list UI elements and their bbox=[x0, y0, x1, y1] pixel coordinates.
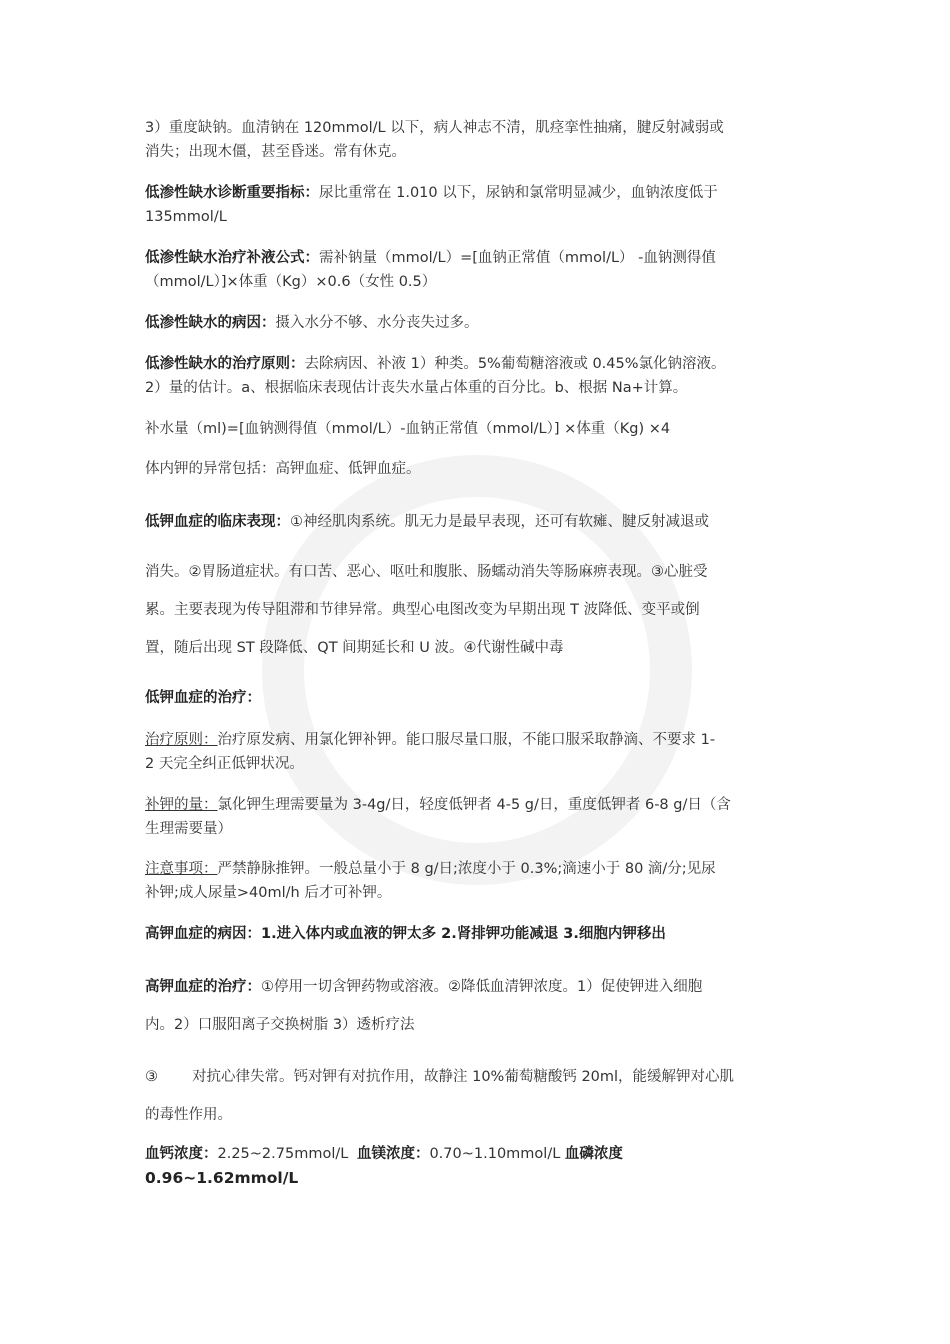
hypo-cause-paragraph bbox=[145, 311, 810, 335]
text-line: 3）重度缺钠。血清钠在 120mmol/L 以下，病人神志不清，肌痉挛性抽痛，腱反射减弱或 bbox=[145, 120, 724, 136]
bold-label: 高钾血症的治疗： bbox=[145, 979, 261, 995]
severe-hyponatremia-paragraph bbox=[145, 116, 810, 164]
text-line: 补钾;成人尿量>40ml/h 后才可补钾。 bbox=[145, 885, 392, 901]
bold-label: 低渗性缺水治疗补液公式： bbox=[145, 250, 319, 266]
text-line: 消失；出现木僵，甚至昏迷。常有休克。 bbox=[145, 144, 406, 160]
magnesium-value: 0.70~1.10mmol/L bbox=[429, 1146, 561, 1162]
water-formula-paragraph: 补水量（ml)=[血钠测得值（mmol/L）-血钠正常值（mmol/L）] ×体重（Kg) ×4 bbox=[145, 421, 671, 437]
text-line: （mmol/L）]×体重（Kg）×0.6（女性 0.5） bbox=[145, 274, 437, 290]
hypok-treatment-heading: 低钾血症的治疗： bbox=[145, 690, 261, 706]
calcium-label: 血钙浓度： bbox=[145, 1146, 218, 1162]
k-amount-paragraph bbox=[145, 793, 810, 841]
text-line: 严禁静脉推钾。一般总量小于 8 g/日;浓度小于 0.3%;滴速小于 80 滴/分;见尿 bbox=[217, 861, 716, 877]
magnesium-label: 血镁浓度： bbox=[356, 1146, 430, 1162]
text-line: 累。主要表现为传导阻滞和节律异常。典型心电图改变为早期出现 T 波降低、变平或倒 bbox=[145, 602, 700, 618]
phosphorus-label: 血磷浓度 bbox=[564, 1146, 623, 1162]
bold-label: 低渗性缺水的治疗原则： bbox=[145, 356, 305, 372]
hyperk-cause-paragraph: 高钾血症的病因：1.进入体内或血液的钾太多 2.肾排钾功能减退 3.细胞内钾移出 bbox=[145, 926, 666, 942]
bold-label: 低钾血症的临床表现： bbox=[145, 514, 290, 530]
text-line: 的毒性作用。 bbox=[145, 1107, 232, 1123]
text-line: ①停用一切含钾药物或溶液。②降低血清钾浓度。1）促使钾进入细胞 bbox=[261, 979, 703, 995]
text-line: 对抗心律失常。钙对钾有对抗作用，故静注 10%葡萄糖酸钙 20ml，能缓解钾对心肌 bbox=[192, 1069, 735, 1085]
text-line: 2 天完全纠正低钾状况。 bbox=[145, 756, 304, 772]
text-line: 尿比重常在 1.010 以下，尿钠和氯常明显减少，血钠浓度低于 bbox=[319, 185, 718, 201]
text-line: 置，随后出现 ST 段降低、QT 间期延长和 U 波。④代谢性碱中毒 bbox=[145, 640, 564, 656]
hypok-clinical-paragraph bbox=[145, 503, 810, 541]
text-line: 治疗原发病、用氯化钾补钾。能口服尽量口服，不能口服采取静滴、不要求 1- bbox=[217, 732, 716, 748]
text-line: 去除病因、补液 1）种类。5%葡萄糖溶液或 0.45%氯化钠溶液。 bbox=[304, 356, 726, 372]
potassium-abnormal-paragraph: 体内钾的异常包括：高钾血症、低钾血症。 bbox=[145, 461, 421, 477]
text-line: 生理需要量） bbox=[145, 821, 232, 837]
hypo-formula-paragraph bbox=[145, 246, 810, 294]
text-line: 摄入水分不够、水分丧失过多。 bbox=[275, 315, 479, 331]
text-line: 内。2）口服阳离子交换树脂 3）透析疗法 bbox=[145, 1017, 415, 1033]
electrolytes-paragraph bbox=[145, 1142, 810, 1191]
antagonize-paragraph bbox=[145, 1058, 810, 1134]
hypo-diagnosis-paragraph bbox=[145, 181, 810, 229]
text-line: ①神经肌肉系统。肌无力是最早表现，还可有软瘫、腱反射减退或 bbox=[290, 514, 709, 530]
hyperk-treatment-paragraph bbox=[145, 968, 810, 1044]
text-line: 135mmol/L bbox=[145, 209, 227, 225]
calcium-value: 2.25~2.75mmol/L bbox=[217, 1146, 349, 1162]
list-marker: ③ bbox=[145, 1069, 158, 1085]
caution-paragraph bbox=[145, 857, 810, 905]
text-line: 氯化钾生理需要量为 3-4g/日，轻度低钾者 4-5 g/日，重度低钾者 6-8 g/日（含 bbox=[217, 797, 731, 813]
bold-label: 低渗性缺水的病因： bbox=[145, 315, 276, 331]
underlined-label: 治疗原则： bbox=[145, 732, 218, 748]
text-line: 需补钠量（mmol/L）=[血钠正常值（mmol/L） -血钠测得值 bbox=[319, 250, 716, 266]
phosphorus-value: 0.96~1.62mmol/L bbox=[145, 1169, 299, 1187]
hypo-principle-paragraph bbox=[145, 352, 810, 400]
underlined-label: 注意事项： bbox=[145, 861, 218, 877]
text-line: 消失。②胃肠道症状。有口苦、恶心、呕吐和腹胀、肠蠕动消失等肠麻痹表现。③心脏受 bbox=[145, 564, 708, 580]
text-line: 2）量的估计。a、根据临床表现估计丧失水量占体重的百分比。b、根据 Na+计算。 bbox=[145, 380, 688, 396]
hypok-clinical-continued bbox=[145, 553, 810, 667]
bold-label: 低渗性缺水诊断重要指标： bbox=[145, 185, 319, 201]
underlined-label: 补钾的量： bbox=[145, 797, 218, 813]
treatment-principle-paragraph bbox=[145, 728, 810, 776]
